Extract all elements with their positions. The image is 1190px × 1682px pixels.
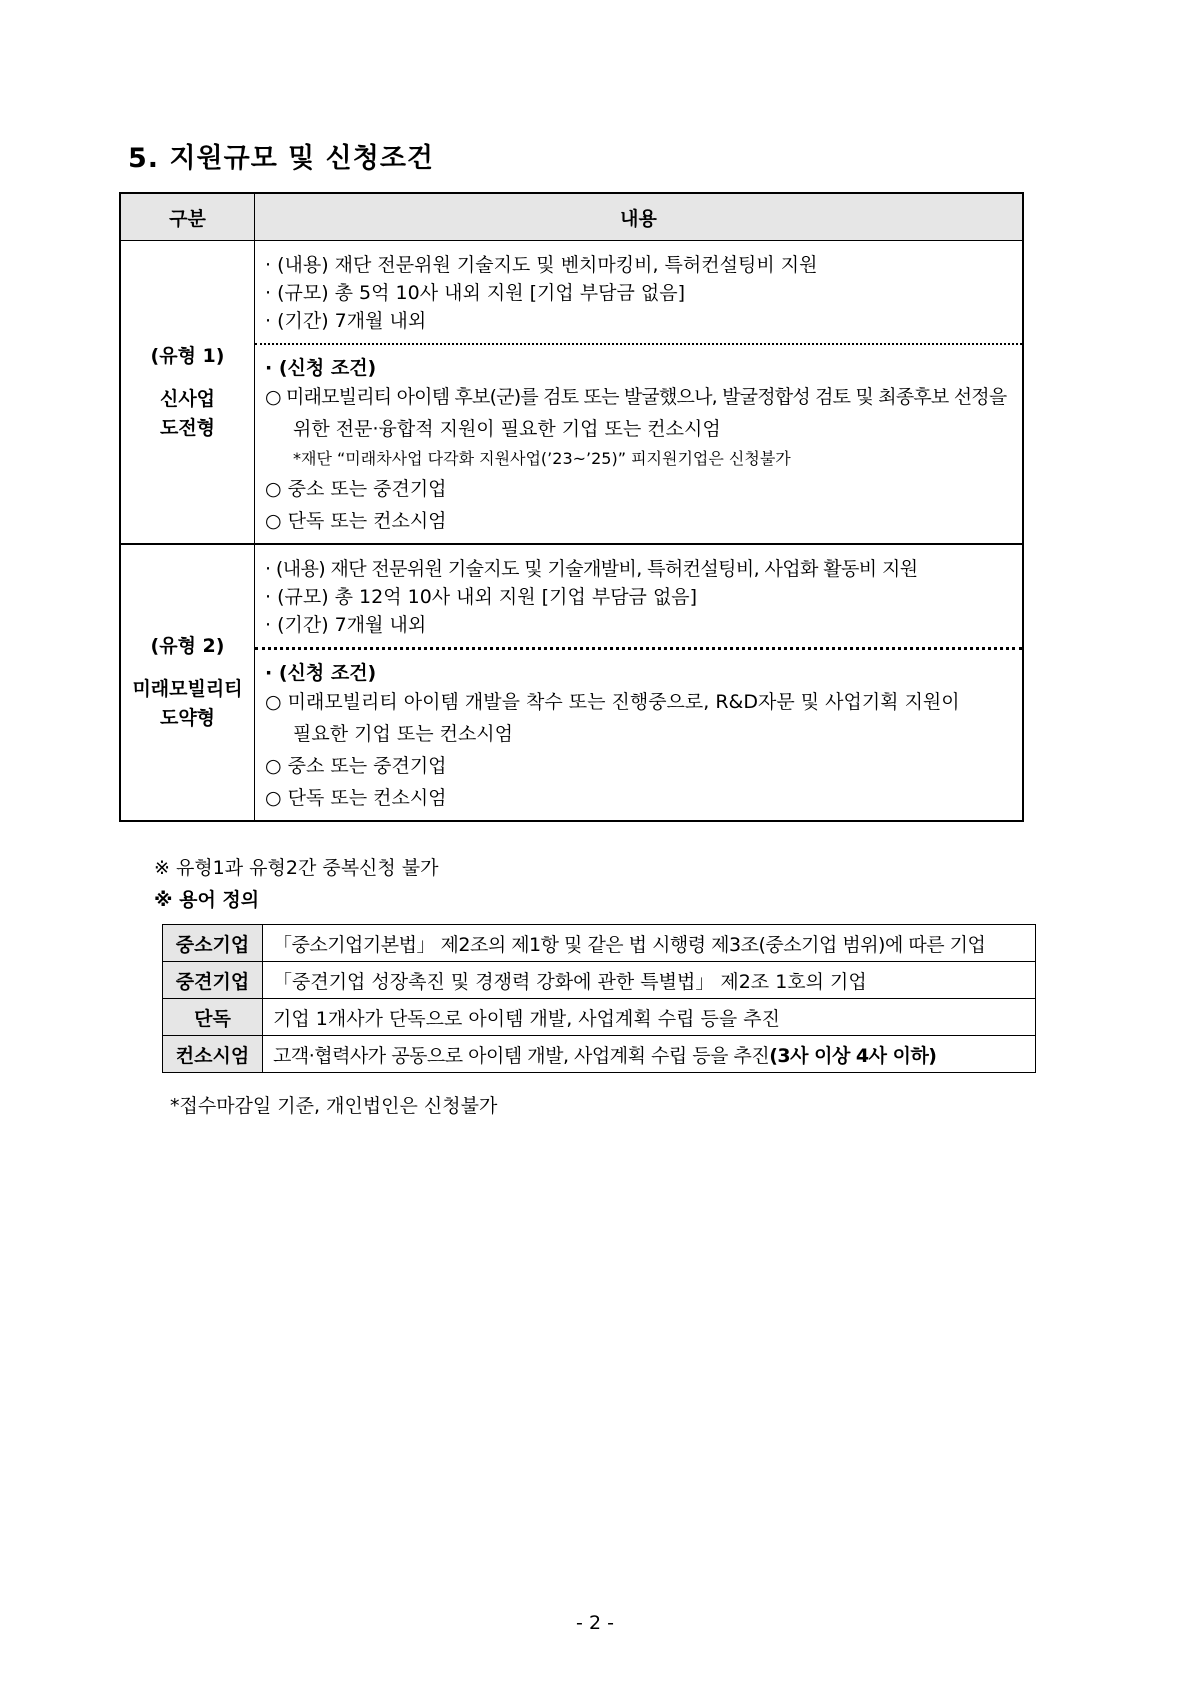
term-value: 「중견기업 성장촉진 및 경쟁력 강화에 관한 특별법」 제2조 1호의 기업 <box>263 962 1036 999</box>
table-row <box>163 962 1036 999</box>
term-value-text: 고객·협력사가 공동으로 아이템 개발, 사업계획 수립 등을 추진 <box>273 1044 770 1067</box>
header-content: 내용 <box>255 193 1024 241</box>
term-value <box>263 1036 1036 1073</box>
type1-basic-period: · (기간) 7개월 내외 <box>265 310 427 332</box>
type1-cond-head: · (신청 조건) <box>265 357 377 379</box>
type1-conditions <box>255 343 1022 543</box>
table-row-type2 <box>120 544 1023 821</box>
type2-cond-item3: ○ 단독 또는 컨소시엄 <box>265 787 447 809</box>
type1-category <box>120 241 255 545</box>
type1-cond-item2: ○ 중소 또는 중견기업 <box>265 478 447 500</box>
type1-cond-item3: ○ 단독 또는 컨소시엄 <box>265 510 447 532</box>
type2-cond-head: · (신청 조건) <box>265 662 377 684</box>
term-value: 「중소기업기본법」 제2조의 제1항 및 같은 법 시행령 제3조(중소기업 범위)에 따른 기업 <box>263 925 1036 962</box>
type2-cond-item1-cont: 필요한 기업 또는 컨소시엄 <box>293 723 514 745</box>
type1-name-line2: 도전형 <box>159 416 216 439</box>
type1-cond-item1: ○ 미래모빌리티 아이템 후보(군)를 검토 또는 발굴했으나, 발굴정합성 검토 및 최종후보 선정을 <box>265 386 1007 408</box>
type1-label: (유형 1) <box>150 344 225 367</box>
type2-conditions <box>255 647 1022 820</box>
term-value-strong: (3사 이상 4사 이하) <box>769 1044 937 1067</box>
type2-basic-info <box>255 545 1022 647</box>
type2-cond-item1: ○ 미래모빌리티 아이템 개발을 착수 또는 진행중으로, R&D자문 및 사업기획 지원이 <box>265 691 960 713</box>
type1-basic-info <box>255 241 1022 343</box>
term-key: 컨소시엄 <box>163 1036 263 1073</box>
type2-name-line1: 미래모빌리티 <box>132 678 243 700</box>
term-key: 중소기업 <box>163 925 263 962</box>
type1-basic-content: · (내용) 재단 전문위원 기술지도 및 벤치마킹비, 특허컨설팅비 지원 <box>265 254 818 276</box>
note-duplicate: ※ 유형1과 유형2간 중복신청 불가 <box>154 857 439 879</box>
note-definitions: ※ 용어 정의 <box>154 889 260 911</box>
type2-name-line2: 도약형 <box>159 707 216 729</box>
page-title: 5. 지원규모 및 신청조건 <box>128 143 434 174</box>
table-row <box>163 925 1036 962</box>
type1-content <box>255 241 1024 545</box>
type2-basic-period: · (기간) 7개월 내외 <box>265 614 427 636</box>
type2-label: (유형 2) <box>150 635 225 657</box>
term-value: 기업 1개사가 단독으로 아이템 개발, 사업계획 수립 등을 추진 <box>263 999 1036 1036</box>
page-number: - 2 - <box>576 1612 614 1634</box>
type1-cond-item1-cont: 위한 전문·융합적 지원이 필요한 기업 또는 컨소시엄 <box>293 418 721 440</box>
notes <box>154 852 439 916</box>
terms-table <box>162 924 1036 1073</box>
table-row <box>163 999 1036 1036</box>
type2-cond-item2: ○ 중소 또는 중견기업 <box>265 755 447 777</box>
header-category: 구분 <box>120 193 255 241</box>
term-key: 단독 <box>163 999 263 1036</box>
type2-basic-scale: · (규모) 총 12억 10사 내외 지원 [기업 부담금 없음] <box>265 586 698 608</box>
table-row-type1 <box>120 241 1023 545</box>
table-header-row <box>120 193 1023 241</box>
type2-basic-content: · (내용) 재단 전문위원 기술지도 및 기술개발비, 특허컨설팅비, 사업화 활동비 지원 <box>265 558 918 580</box>
footnote: *접수마감일 기준, 개인법인은 신청불가 <box>170 1095 498 1117</box>
type1-cond-note: *재단 “미래차사업 다각화 지원사업(’23~’25)” 피지원기업은 신청불가 <box>293 449 791 468</box>
term-key: 중견기업 <box>163 962 263 999</box>
type1-basic-scale: · (규모) 총 5억 10사 내외 지원 [기업 부담금 없음] <box>265 282 685 304</box>
type1-name-line1: 신사업 <box>159 387 216 410</box>
type2-content <box>255 544 1024 821</box>
table-row <box>163 1036 1036 1073</box>
type2-category <box>120 544 255 821</box>
support-conditions-table <box>119 192 1024 822</box>
